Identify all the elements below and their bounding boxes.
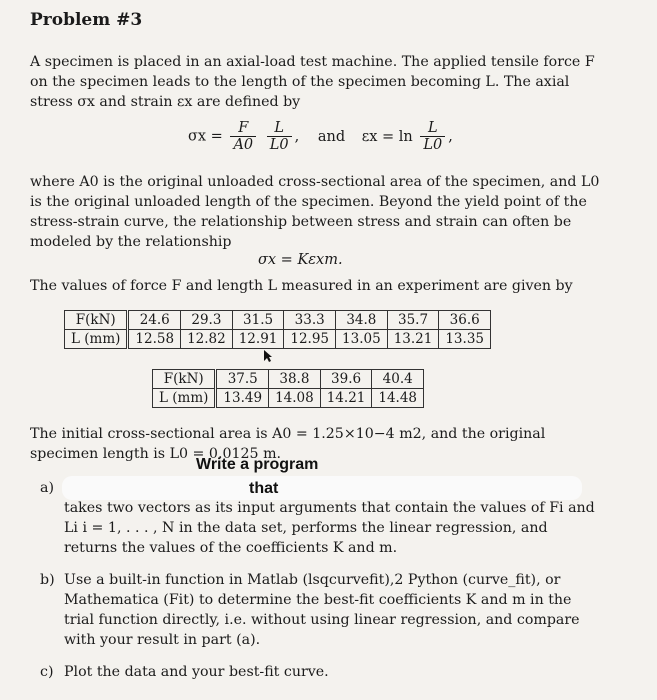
table-cell: 40.4 <box>372 370 424 389</box>
row-label-force: F(kN) <box>153 370 216 389</box>
values-intro: The values of force F and length L measured in an experiment are given by <box>30 278 573 294</box>
table-cell: 13.21 <box>387 330 439 349</box>
table-cell: 34.8 <box>336 311 388 330</box>
overlay-text-line2: that <box>249 480 279 497</box>
table-cell: 33.3 <box>284 311 336 330</box>
frac3-num: L <box>420 120 445 137</box>
frac1-num: F <box>230 120 256 137</box>
table-cell: 12.95 <box>284 330 336 349</box>
table-cell: 14.21 <box>320 389 372 408</box>
data-table-1 <box>64 310 491 349</box>
row-label-length: L (mm) <box>153 389 216 408</box>
table-cell: 13.49 <box>216 389 269 408</box>
and-word: and <box>317 128 346 145</box>
problem-title: Problem #3 <box>30 10 143 30</box>
table-cell: 39.6 <box>320 370 372 389</box>
table-row <box>153 389 424 408</box>
table-cell: 14.08 <box>269 389 321 408</box>
table-cell: 13.35 <box>439 330 491 349</box>
table-cell: 38.8 <box>269 370 321 389</box>
table-cell: 31.5 <box>232 311 284 330</box>
part-a-text: takes two vectors as its input arguments that contain the values of Fi and Li i = 1, . . . , N in the data set, performs the linear regression, and returns the values of the coefficients K and m. <box>64 500 595 556</box>
part-a-label: a) <box>40 480 54 496</box>
table-cell: 29.3 <box>181 311 233 330</box>
table-cell: 35.7 <box>387 311 439 330</box>
table-row <box>65 330 491 349</box>
fraction-l-over-l0-ln <box>420 120 445 153</box>
part-c-text: Plot the data and your best-fit curve. <box>64 664 329 680</box>
epsilon-lhs: εx = ln <box>361 128 413 145</box>
mouse-pointer-icon <box>263 349 273 366</box>
part-c-label: c) <box>40 664 54 680</box>
power-law-equation: σx = Kεxm. <box>258 252 343 268</box>
overlay-text-line1: Write a program <box>196 456 319 473</box>
row-label-force: F(kN) <box>65 311 128 330</box>
fraction-f-over-a0 <box>230 120 256 153</box>
initial-conditions: The initial cross-sectional area is A0 = 1.25×10−4 m2, and the original specimen length is L0 = 0.0125 m. <box>30 426 546 462</box>
data-table-2 <box>152 369 424 408</box>
table-cell: 12.58 <box>128 330 181 349</box>
frac2-den: L0 <box>269 137 289 153</box>
part-b-text: Use a built-in function in Matlab (lsqcurvefit),2 Python (curve_fit), or Mathematica (Fit) to determine the best-fit coefficients K and m in the trial function directly, i.e. without using linear regression, and compare with your result in part (a). <box>64 572 580 648</box>
stress-strain-definition: σx = $\frac{F}{A0}$ $\frac{L}{L0}$ , and εx = ln $\frac{L}{L0}$ , <box>188 120 453 153</box>
table-cell: 12.91 <box>232 330 284 349</box>
table-cell: 24.6 <box>128 311 181 330</box>
part-b-label: b) <box>40 572 55 588</box>
table-row <box>153 370 424 389</box>
sigma-lhs: σx = <box>188 128 223 145</box>
table-cell: 12.82 <box>181 330 233 349</box>
table-cell: 37.5 <box>216 370 269 389</box>
table-row <box>65 311 491 330</box>
row-label-length: L (mm) <box>65 330 128 349</box>
definitions-paragraph: where A0 is the original unloaded cross-sectional area of the specimen, and L0 is the original unloaded length of the specimen. Beyond the yield point of the stress-strain curve, the relationship between stress and strain can often be modeled by the relationship <box>30 174 600 250</box>
frac3-den: L0 <box>423 137 443 153</box>
table-cell: 14.48 <box>372 389 424 408</box>
frac1-den: A0 <box>233 137 254 153</box>
table-cell: 13.05 <box>336 330 388 349</box>
intro-paragraph: A specimen is placed in an axial-load test machine. The applied tensile force F on the specimen leads to the length of the specimen becoming L. The axial stress σx and strain εx are defined by <box>30 54 595 110</box>
fraction-l-over-l0 <box>267 120 292 153</box>
whiteout-patch <box>62 476 582 500</box>
table-cell: 36.6 <box>439 311 491 330</box>
frac2-num: L <box>267 120 292 137</box>
